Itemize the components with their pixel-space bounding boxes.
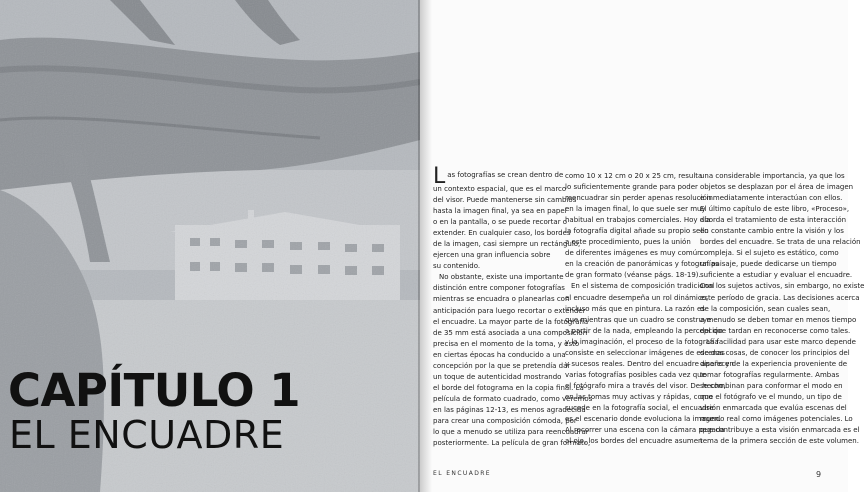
page-number: 9: [816, 470, 822, 479]
text-line: un contexto espacial, que es el marco: [433, 185, 567, 193]
text-line: tema de la primera sección de este volumen.: [700, 437, 859, 446]
text-line: anticipación para luego recortar o extender: [433, 306, 586, 315]
text-line: un toque de autenticidad mostrando: [433, 372, 562, 381]
text-column-3: [700, 171, 864, 447]
chapter-subtitle: EL ENCUADRE: [9, 413, 285, 457]
text-line: en ciertas épocas ha conducido a una: [433, 350, 566, 359]
text-line: varias fotografías posibles cada vez que: [565, 370, 706, 379]
text-line: en la creación de panorámicas y fotografías: [565, 260, 719, 269]
text-line: La facilidad para usar este marco depende: [706, 337, 856, 346]
text-line: de diferentes imágenes es muy común: [565, 249, 702, 258]
text-line: una considerable importancia, ya que los: [700, 172, 845, 180]
text-line: reencuadrar sin perder apenas resolución: [565, 194, 712, 203]
running-head: EL ENCUADRE: [433, 470, 491, 477]
text-line: el encuadre desempeña un rol dinámico,: [565, 293, 709, 302]
text-line: del visor. Puede mantenerse sin cambios: [433, 196, 577, 205]
text-line: Con los sujetos activos, sin embargo, no existe: [700, 282, 864, 291]
text-line: habitual en trabajos comerciales. Hoy día: [565, 216, 711, 225]
text-line: objetos se desplazan por el área de imagen: [700, 183, 854, 192]
text-line: visión enmarcada que evalúa escenas del: [700, 403, 847, 412]
text-line: en la imagen final, lo que suele ser muy: [565, 205, 706, 214]
text-line: e inmediatamente interactúan con ellos.: [700, 194, 843, 203]
text-line: a este procedimiento, pues la unión: [565, 238, 691, 247]
text-line: el borde del fotograma en la copia final. La: [433, 383, 584, 392]
text-line: la fotografía digital añade su propio sello: [565, 227, 709, 236]
text-line: al ojo, los bordes del encuadre asumen: [565, 437, 703, 446]
text-line: este período de gracia. Las decisiones acerca: [700, 293, 860, 302]
text-line: como 10 x 12 cm o 20 x 25 cm, resulta: [565, 172, 703, 180]
text-line: posteriormente. La película de gran formato,: [433, 439, 591, 448]
chapter-title: CAPÍTULO 1: [8, 364, 301, 417]
text-line: suficiente a estudiar y evaluar el encuadre.: [700, 271, 853, 280]
text-line: en las páginas 12-13, es menos agradecida: [433, 405, 586, 414]
text-line: aborda el tratamiento de esta interacción: [700, 216, 847, 225]
text-line: en las tomas muy activas y rápidas, como: [565, 392, 713, 401]
text-line: diseño y de la experiencia proveniente de: [700, 359, 848, 368]
text-line: que mientras que un cuadro se construye: [565, 315, 712, 324]
text-line: a partir de la nada, empleando la percepción: [565, 326, 723, 335]
page-gutter: [418, 0, 432, 492]
text-line: a menudo se deben tomar en menos tiempo: [700, 315, 857, 324]
text-line: bordes del encuadre. Se trata de una relación: [700, 238, 861, 247]
text-line: mundo real como imágenes potenciales. Lo: [700, 415, 853, 424]
text-line: que el fotógrafo ve el mundo, un tipo de: [700, 392, 842, 401]
text-line: Al recorrer una escena con la cámara pegada: [565, 426, 725, 435]
paragraph-first-line: Las fotografías se crean dentro de: [433, 164, 564, 189]
text-line: de 35 mm está asociada a una composición: [433, 328, 588, 337]
text-line: que contribuye a esta visión enmarcada es el: [700, 426, 860, 435]
text-line: lo suficientemente grande para poder: [565, 183, 698, 192]
text-line: incluso más que en pintura. La razón es: [565, 304, 705, 313]
text-line: y sucesos reales. Dentro del encuadre aparecen: [565, 359, 734, 368]
text-line: lo que a menudo se utiliza para reencuadrar: [433, 428, 589, 437]
text-line: de dos cosas, de conocer los principios del: [700, 348, 850, 357]
text-line: tomar fotografías regularmente. Ambas: [700, 370, 840, 379]
text-line: precisa en el momento de la toma, y esto: [433, 339, 580, 348]
text-line: hasta la imagen final, ya sea en papel: [433, 207, 567, 216]
text-line: un paisaje, puede dedicarse un tiempo: [700, 260, 837, 269]
text-line: mientras se encuadra o planearlas con: [433, 295, 570, 304]
text-line: ejercen una gran influencia sobre: [433, 251, 551, 260]
text-line: del que tardan en reconocerse como tales.: [700, 326, 851, 335]
text-line: en constante cambio entre la visión y los: [700, 227, 844, 236]
text-line: de la composición, sean cuales sean,: [700, 304, 831, 313]
text-line: película de formato cuadrado, como veremos: [433, 394, 593, 403]
text-line: En el sistema de composición tradicional: [571, 282, 715, 291]
text-line: distinción entre componer fotografías: [433, 284, 565, 293]
text-line: se combinan para conformar el modo en: [700, 381, 843, 390]
text-line: consiste en seleccionar imágenes de escenas: [565, 348, 725, 357]
text-line: y la imaginación, el proceso de la fotografía: [565, 337, 719, 346]
text-line: de gran formato (véanse págs. 18-19).: [565, 271, 701, 280]
text-line: para crear una composición cómoda, por: [433, 416, 577, 425]
text-line: es el escenario donde evoluciona la imagen.: [565, 415, 722, 424]
text-line: de la imagen, casi siempre un rectángulo,: [433, 240, 581, 249]
text-line: No obstante, existe una importante: [439, 273, 564, 282]
text-column-2: [565, 171, 734, 447]
text-line: compleja. Si el sujeto es estático, como: [700, 249, 839, 258]
text-line: el encuadre. La mayor parte de la fotografía: [433, 317, 589, 326]
chapter-opener-photo-page: [0, 0, 420, 492]
text-column-1: [433, 164, 593, 449]
text-line: sucede en la fotografía social, el encuadre: [565, 403, 714, 412]
text-line: el fotógrafo mira a través del visor. De hecho,: [565, 381, 726, 390]
text-line: o en la pantalla, o se puede recortar o: [433, 218, 568, 227]
text-line: extender. En cualquier caso, los bordes: [433, 229, 571, 238]
text-line: El último capítulo de este libro, «Proceso»,: [700, 205, 850, 214]
drop-cap: L: [433, 164, 446, 189]
text-line: su contenido.: [433, 262, 481, 271]
text-line: concepción por la que se pretendía dar: [433, 361, 571, 370]
